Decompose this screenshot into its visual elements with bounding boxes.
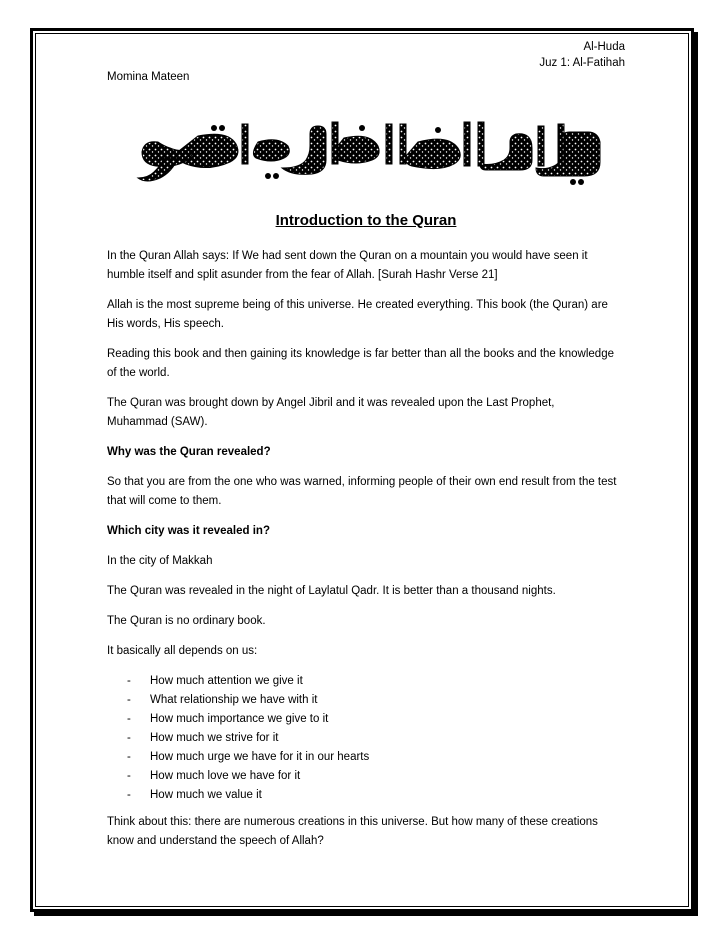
list-dash: -: [127, 694, 131, 706]
author-name: Momina Mateen: [107, 71, 190, 83]
list-dash: -: [127, 713, 131, 725]
list-item: - How much we value it: [107, 786, 617, 805]
dash-list: [107, 672, 617, 805]
closing-paragraph: Think about this: there are numerous creations in this universe. But how many of these creations know and understand the speech of Allah?: [107, 816, 598, 847]
paragraph: In the Quran Allah says: If We had sent down the Quran on a mountain you would have seen it humble itself and split asunder from the fear of Allah. [Surah Hashr Verse 21]: [107, 250, 588, 281]
paragraph: The Quran was revealed in the night of Laylatul Qadr. It is better than a thousand nights.: [107, 585, 556, 597]
bismillah-calligraphy-icon: [118, 112, 620, 194]
paragraph: It basically all depends on us:: [107, 645, 258, 657]
paragraph: The Quran is no ordinary book.: [107, 615, 266, 627]
page-border-shadow-right: [694, 32, 698, 916]
paragraph: Allah is the most supreme being of this universe. He created everything. This book (the Quran) are His words, His speech.: [107, 299, 608, 330]
list-dash: -: [127, 770, 131, 782]
list-item: - How much love we have for it: [107, 767, 617, 786]
question-heading: Which city was it revealed in?: [107, 525, 270, 537]
page-border-shadow-bottom: [34, 912, 698, 916]
paragraph: Reading this book and then gaining its knowledge is far better than all the books and the knowledge of the world.: [107, 348, 614, 379]
list-dash: -: [127, 732, 131, 744]
list-dash: -: [127, 675, 131, 687]
header-org: Al-Huda: [583, 41, 625, 53]
paragraph: So that you are from the one who was warned, informing people of their own end result from the test that will come to them.: [107, 476, 617, 507]
list-dash: -: [127, 789, 131, 801]
list-item: - How much attention we give it: [107, 672, 617, 691]
paragraph: In the city of Makkah: [107, 555, 213, 567]
list-item: - How much importance we give to it: [107, 710, 617, 729]
document-body: [107, 247, 617, 862]
document-header: [539, 39, 625, 71]
question-heading: Why was the Quran revealed?: [107, 446, 271, 458]
page-title: Introduction to the Quran: [275, 212, 457, 229]
list-item: - How much we strive for it: [107, 729, 617, 748]
list-item: - What relationship we have with it: [107, 691, 617, 710]
list-dash: -: [127, 751, 131, 763]
paragraph: The Quran was brought down by Angel Jibril and it was revealed upon the Last Prophet, Muhammad (SAW).: [107, 397, 555, 428]
header-section: Juz 1: Al-Fatihah: [539, 57, 625, 69]
list-item: - How much urge we have for it in our hearts: [107, 748, 617, 767]
